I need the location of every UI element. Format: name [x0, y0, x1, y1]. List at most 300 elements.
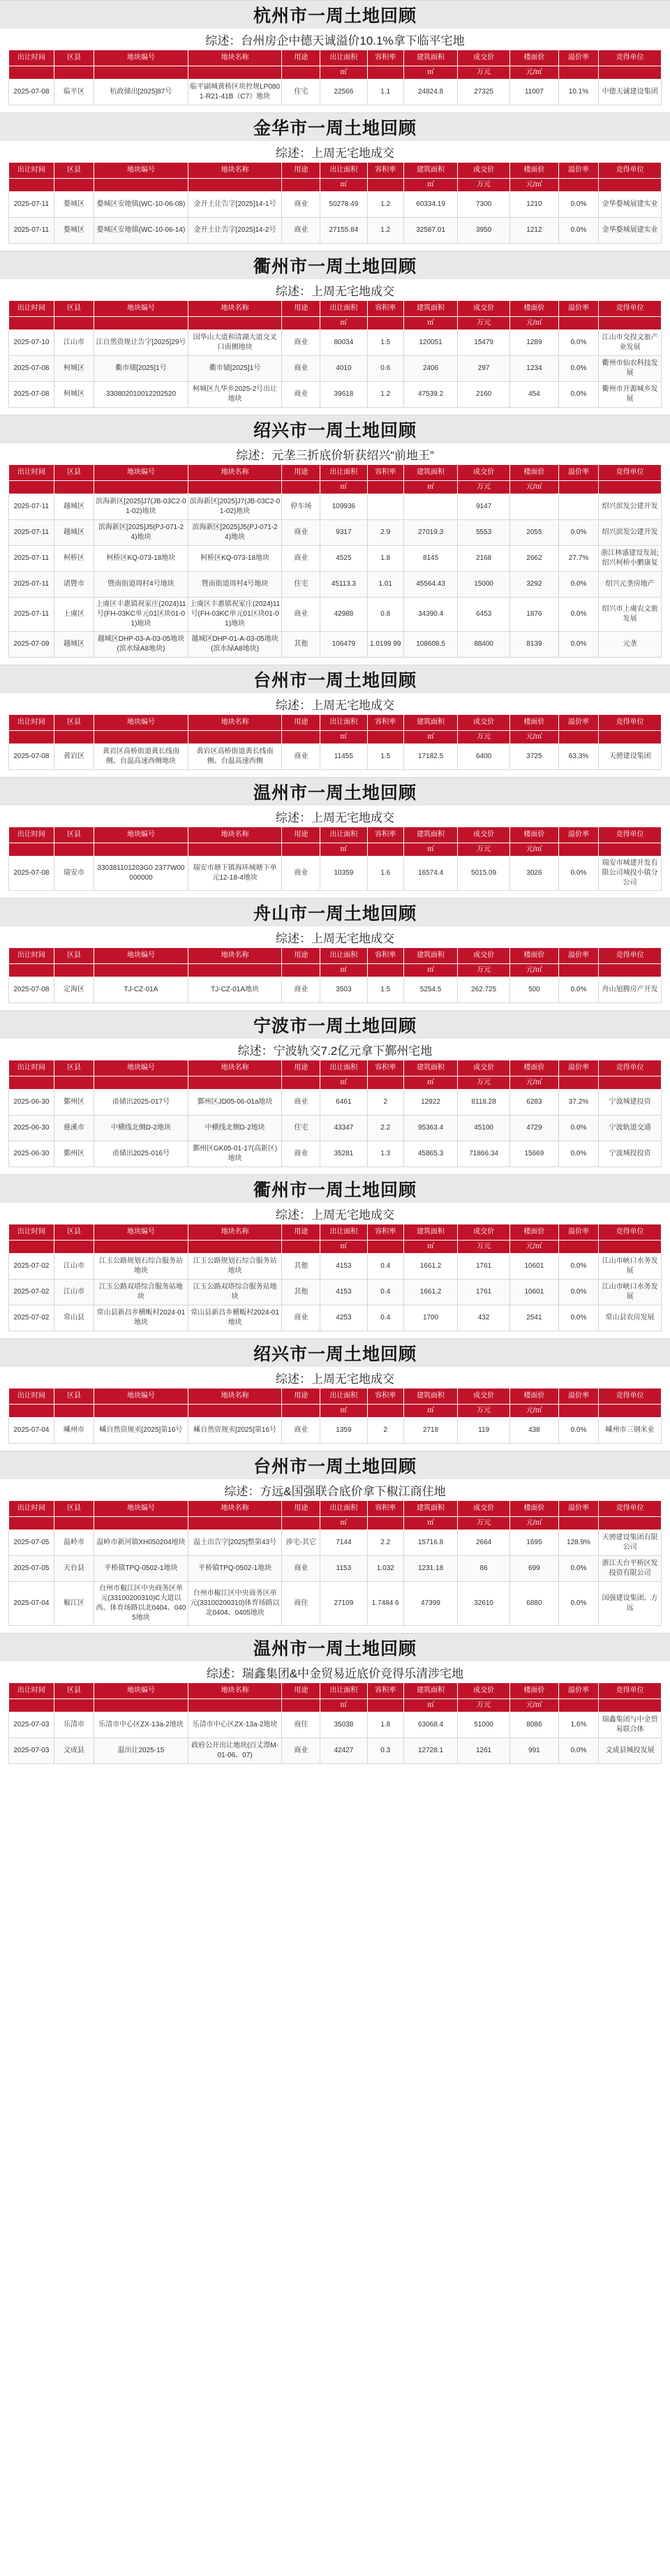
- column-header-code: [94, 1389, 188, 1405]
- cell-date: 2025-07-11: [9, 494, 54, 520]
- table-header: [9, 948, 662, 977]
- cell-district: 文成县: [54, 1738, 94, 1764]
- cell-date: 2025-07-11: [9, 598, 54, 632]
- cell-code: 嵊自然资规卖[2025]第16号: [94, 1418, 188, 1444]
- column-header-area: [320, 1501, 367, 1517]
- column-header-label: 地块编号: [126, 166, 155, 174]
- column-header-floor_area: [403, 163, 457, 179]
- cell-district: 越城区: [54, 632, 94, 658]
- cell-use: 住宅: [282, 1116, 320, 1141]
- column-header-label: 溢价率: [567, 1064, 589, 1072]
- column-header-label: 区县: [66, 1687, 81, 1694]
- unit-cell-winner: [599, 1241, 662, 1254]
- section-summary: 综述：上周无宅地成交: [276, 810, 394, 824]
- column-header-label: 地块编号: [126, 952, 155, 959]
- unit-label: 万元: [477, 1407, 491, 1414]
- unit-cell-winner: [599, 1076, 662, 1090]
- unit-cell-winner: [599, 964, 662, 977]
- cell-district: 江山市: [54, 330, 94, 356]
- unit-cell-floor_price: [510, 1076, 559, 1090]
- unit-label: 元/㎡: [526, 1701, 542, 1709]
- unit-cell-floor_price: [510, 964, 559, 977]
- cell-deal_price: 15479: [458, 330, 510, 356]
- column-header-deal_price: [458, 715, 510, 731]
- cell-far: 1.7484 6: [367, 1582, 403, 1626]
- column-header-label: 容积率: [375, 1228, 396, 1236]
- unit-cell-area: [320, 1241, 367, 1254]
- cell-code: 江玉公路双塔综合服务站地块: [94, 1280, 188, 1305]
- land-deal-table: [8, 162, 662, 244]
- cell-name: 江玉公路规划石综合服务站地块: [188, 1254, 282, 1280]
- column-header-label: 地块编号: [126, 718, 155, 726]
- unit-cell-deal_price: [458, 317, 510, 330]
- cell-name: 政府公开出让地块(百丈漈M-01-06、07): [188, 1738, 282, 1764]
- cell-far: 2.2: [367, 1116, 403, 1141]
- unit-cell-district: [54, 179, 94, 192]
- cell-premium: 0.0%: [558, 598, 598, 632]
- cell-winner: 江山市峡口水务发展: [599, 1280, 662, 1305]
- section-header-band: [0, 1338, 670, 1367]
- column-header-floor_price: [510, 301, 559, 317]
- cell-area: 1153: [320, 1556, 367, 1582]
- cell-use: 商住: [282, 1712, 320, 1738]
- cell-floor_price: 2662: [510, 546, 559, 572]
- table-header: [9, 465, 662, 494]
- cell-deal_price: 2160: [458, 382, 510, 408]
- unit-cell-area: [320, 1405, 367, 1418]
- column-header-label: 竞得单位: [616, 952, 644, 959]
- unit-cell-name: [188, 179, 282, 192]
- unit-cell-area: [320, 66, 367, 80]
- unit-cell-date: [9, 317, 54, 330]
- cell-area: 7144: [320, 1530, 367, 1556]
- column-header-label: 地块名称: [221, 166, 249, 174]
- column-header-label: 出让面积: [329, 1504, 358, 1512]
- table-row: [9, 1141, 662, 1167]
- column-header-district: [54, 1389, 94, 1405]
- unit-label: 元/㎡: [526, 966, 542, 974]
- cell-area: 6461: [320, 1090, 367, 1116]
- column-header-far: [367, 1501, 403, 1517]
- column-header-label: 地块编号: [126, 1687, 155, 1694]
- column-header-area: [320, 1683, 367, 1699]
- column-header-deal_price: [458, 301, 510, 317]
- cell-floor_price: [510, 494, 559, 520]
- section-summary: 综述：方远&国强联合底价拿下椒江商住地: [224, 1484, 446, 1498]
- cell-code: 柯桥区KQ-073-18地块: [94, 546, 188, 572]
- cell-code: 婺城区安地镇(WC-10-06-14): [94, 218, 188, 244]
- column-header-name: [188, 1683, 282, 1699]
- cell-district: 柯桥区: [54, 546, 94, 572]
- unit-label: 元/㎡: [526, 483, 542, 491]
- cell-area: 9317: [320, 520, 367, 546]
- cell-name: 鄞州区JD05-06-01a地块: [188, 1090, 282, 1116]
- column-header-label: 用途: [294, 1064, 308, 1072]
- units-row: [9, 179, 662, 192]
- cell-winner: 天骋建设集团: [599, 744, 662, 770]
- column-header-label: 溢价率: [567, 831, 589, 838]
- column-header-label: 区县: [66, 718, 81, 726]
- table-row: [9, 1254, 662, 1280]
- cell-floor_price: 15669: [510, 1141, 559, 1167]
- cell-use: 商业: [282, 744, 320, 770]
- column-header-code: [94, 1501, 188, 1517]
- cell-deal_price: 86: [458, 1556, 510, 1582]
- column-header-label: 楼面价: [523, 718, 545, 726]
- unit-cell-date: [9, 843, 54, 857]
- cell-winner: 江山市峡口水务发展: [599, 1254, 662, 1280]
- unit-cell-district: [54, 1405, 94, 1418]
- unit-label: ㎡: [340, 1243, 348, 1250]
- cell-winner: 金华婺城展建实业: [599, 218, 662, 244]
- cell-floor_area: 12922: [403, 1090, 457, 1116]
- section-title: 绍兴市一周土地回顾: [253, 1345, 417, 1364]
- unit-label: ㎡: [340, 319, 348, 327]
- cell-winner: 江山市交投文旅产业发展: [599, 330, 662, 356]
- cell-name: 柯桥区KQ-073-18地块: [188, 546, 282, 572]
- unit-label: 元/㎡: [526, 319, 542, 327]
- unit-cell-floor_area: [403, 843, 457, 857]
- cell-deal_price: 262.725: [458, 977, 510, 1003]
- cell-winner: 文成县城投发展: [599, 1738, 662, 1764]
- cell-name: 柯城区九华乡2025-2号出让地块: [188, 382, 282, 408]
- column-header-label: 楼面价: [523, 1064, 545, 1072]
- column-header-floor_area: [403, 1501, 457, 1517]
- column-header-area: [320, 827, 367, 843]
- cell-far: 0.6: [367, 356, 403, 382]
- cell-floor_price: 500: [510, 977, 559, 1003]
- cell-deal_price: 2664: [458, 1530, 510, 1556]
- unit-cell-deal_price: [458, 731, 510, 744]
- land-deal-table: [8, 1500, 662, 1626]
- column-header-label: 出让时间: [17, 952, 45, 959]
- column-header-district: [54, 1683, 94, 1699]
- cell-winner: 浙江林盛建设发展;绍兴柯桥小鹏康复: [599, 546, 662, 572]
- cell-name: 嵊自然资规卖[2025]第16号: [188, 1418, 282, 1444]
- cell-name: 江玉公路双塔综合服务站地块: [188, 1280, 282, 1305]
- cell-deal_price: 9147: [458, 494, 510, 520]
- unit-cell-winner: [599, 843, 662, 857]
- table-row: [9, 356, 662, 382]
- column-header-label: 出让面积: [329, 1064, 358, 1072]
- column-header-use: [282, 1389, 320, 1405]
- column-header-label: 出让时间: [17, 468, 45, 476]
- table-row: [9, 1582, 662, 1626]
- unit-label: 元/㎡: [526, 1407, 542, 1414]
- cell-code: TJ-CZ-01A: [94, 977, 188, 1003]
- column-header-winner: [599, 163, 662, 179]
- units-row: [9, 481, 662, 494]
- column-header-use: [282, 1501, 320, 1517]
- cell-district: 婺城区: [54, 192, 94, 218]
- column-header-district: [54, 1060, 94, 1076]
- column-header-floor_area: [403, 301, 457, 317]
- cell-date: 2025-07-02: [9, 1280, 54, 1305]
- cell-use: 其他: [282, 1280, 320, 1305]
- table-header: [9, 1389, 662, 1418]
- unit-cell-winner: [599, 66, 662, 80]
- cell-use: 商业: [282, 1141, 320, 1167]
- cell-district: 柯城区: [54, 356, 94, 382]
- cell-use: 商业: [282, 546, 320, 572]
- unit-cell-winner: [599, 317, 662, 330]
- unit-cell-premium: [558, 1405, 598, 1418]
- table-body: [9, 744, 662, 770]
- unit-label: 万元: [477, 483, 491, 491]
- unit-label: 万元: [477, 319, 491, 327]
- cell-date: 2025-07-08: [9, 80, 54, 105]
- table-row: [9, 1418, 662, 1444]
- column-header-name: [188, 715, 282, 731]
- unit-cell-district: [54, 66, 94, 80]
- cell-floor_area: 1661.2: [403, 1254, 457, 1280]
- unit-cell-floor_area: [403, 1241, 457, 1254]
- cell-district: 江山市: [54, 1254, 94, 1280]
- unit-cell-floor_price: [510, 481, 559, 494]
- table-header: [9, 1501, 662, 1530]
- cell-far: 1.6: [367, 857, 403, 891]
- cell-winner: 国强建设集团、方远: [599, 1582, 662, 1626]
- cell-district: 鄞州区: [54, 1141, 94, 1167]
- column-header-label: 竞得单位: [616, 831, 644, 838]
- cell-area: 80034: [320, 330, 367, 356]
- unit-cell-district: [54, 1699, 94, 1712]
- column-header-code: [94, 163, 188, 179]
- cell-winner: 天骋建设集团有限公司: [599, 1530, 662, 1556]
- column-header-label: 楼面价: [523, 952, 545, 959]
- column-header-use: [282, 1224, 320, 1241]
- table-body: [9, 1712, 662, 1764]
- cell-floor_price: 4729: [510, 1116, 559, 1141]
- column-header-label: 用途: [294, 831, 308, 838]
- cell-floor_price: 699: [510, 1556, 559, 1582]
- column-header-label: 出让时间: [17, 166, 45, 174]
- section-title: 衢州市一周土地回顾: [253, 1180, 417, 1200]
- unit-cell-name: [188, 481, 282, 494]
- cell-floor_area: 12728.1: [403, 1738, 457, 1764]
- table-row: [9, 80, 662, 105]
- column-header-use: [282, 465, 320, 481]
- column-header-label: 用途: [294, 54, 308, 61]
- cell-district: 常山县: [54, 1305, 94, 1331]
- cell-premium: 0.0%: [558, 1305, 598, 1331]
- column-header-far: [367, 1060, 403, 1076]
- unit-cell-district: [54, 481, 94, 494]
- cell-date: 2025-06-30: [9, 1141, 54, 1167]
- column-header-label: 建筑面积: [417, 54, 445, 61]
- cell-deal_price: 297: [458, 356, 510, 382]
- units-row: [9, 66, 662, 80]
- cell-date: 2025-07-05: [9, 1530, 54, 1556]
- unit-cell-floor_price: [510, 843, 559, 857]
- cell-floor_price: 1210: [510, 192, 559, 218]
- unit-cell-deal_price: [458, 481, 510, 494]
- cell-area: 4010: [320, 356, 367, 382]
- table-row: [9, 632, 662, 658]
- cell-far: 2.9: [367, 520, 403, 546]
- column-header-far: [367, 1683, 403, 1699]
- section-summary: 综述：上周无宅地成交: [276, 1372, 394, 1386]
- cell-district: 温岭市: [54, 1530, 94, 1556]
- units-row: [9, 843, 662, 857]
- cell-deal_price: 15000: [458, 572, 510, 598]
- unit-label: ㎡: [427, 966, 435, 974]
- unit-cell-name: [188, 1699, 282, 1712]
- section-title: 台州市一周土地回顾: [253, 1457, 417, 1476]
- cell-far: 0.4: [367, 1305, 403, 1331]
- cell-floor_price: 6880: [510, 1582, 559, 1626]
- region-section: [0, 251, 670, 408]
- unit-cell-area: [320, 1699, 367, 1712]
- unit-cell-floor_area: [403, 1517, 457, 1530]
- unit-cell-floor_area: [403, 1405, 457, 1418]
- unit-cell-area: [320, 1517, 367, 1530]
- unit-cell-deal_price: [458, 843, 510, 857]
- units-row: [9, 1076, 662, 1090]
- cell-code: 衢市储[2025]1号: [94, 356, 188, 382]
- unit-label: 元/㎡: [526, 733, 542, 741]
- cell-area: 50278.49: [320, 192, 367, 218]
- header-row: [9, 1683, 662, 1699]
- column-header-floor_area: [403, 1224, 457, 1241]
- unit-cell-use: [282, 964, 320, 977]
- cell-floor_price: 991: [510, 1738, 559, 1764]
- cell-far: 1.01: [367, 572, 403, 598]
- column-header-floor_area: [403, 50, 457, 66]
- column-header-label: 出让面积: [329, 304, 358, 312]
- cell-deal_price: 32610: [458, 1582, 510, 1626]
- column-header-label: 建筑面积: [417, 468, 445, 476]
- cell-name: 鄞州区GK05-01-17(高新区)地块: [188, 1141, 282, 1167]
- cell-district: 黄岩区: [54, 744, 94, 770]
- cell-premium: 0.0%: [558, 1556, 598, 1582]
- column-header-label: 成交价: [473, 54, 495, 61]
- units-row: [9, 1405, 662, 1418]
- column-header-area: [320, 301, 367, 317]
- column-header-district: [54, 465, 94, 481]
- cell-premium: [558, 494, 598, 520]
- column-header-far: [367, 1224, 403, 1241]
- region-section: [0, 415, 670, 658]
- unit-cell-use: [282, 179, 320, 192]
- cell-winner: 绍兴市上虞农文旅发展: [599, 598, 662, 632]
- cell-premium: 0.0%: [558, 192, 598, 218]
- unit-cell-far: [367, 317, 403, 330]
- cell-date: 2025-07-05: [9, 1556, 54, 1582]
- column-header-label: 出让面积: [329, 468, 358, 476]
- cell-winner: 衢州市仙农科技发展: [599, 356, 662, 382]
- cell-far: 1.2: [367, 382, 403, 408]
- cell-floor_area: 8145: [403, 546, 457, 572]
- cell-date: 2025-07-03: [9, 1712, 54, 1738]
- column-header-date: [9, 1683, 54, 1699]
- unit-cell-code: [94, 1405, 188, 1418]
- column-header-district: [54, 50, 94, 66]
- column-header-winner: [599, 465, 662, 481]
- table-header: [9, 301, 662, 330]
- unit-cell-use: [282, 731, 320, 744]
- table-body: [9, 857, 662, 891]
- cell-name: 滨海新区[2025]J5(PJ-071-24)地块: [188, 520, 282, 546]
- column-header-label: 成交价: [473, 1228, 495, 1236]
- cell-deal_price: 119: [458, 1418, 510, 1444]
- cell-code: 滨海新区[2025]J5(PJ-071-24)地块: [94, 520, 188, 546]
- column-header-far: [367, 465, 403, 481]
- column-header-label: 溢价率: [567, 718, 589, 726]
- cell-floor_area: 15716.8: [403, 1530, 457, 1556]
- cell-deal_price: 1261: [458, 1738, 510, 1764]
- column-header-premium: [558, 1389, 598, 1405]
- unit-cell-date: [9, 1699, 54, 1712]
- cell-floor_area: 5254.5: [403, 977, 457, 1003]
- section-summary: 综述：上周无宅地成交: [276, 931, 394, 945]
- section-header-band: [0, 777, 670, 806]
- column-header-label: 用途: [294, 1687, 308, 1694]
- unit-cell-code: [94, 1517, 188, 1530]
- cell-district: 上虞区: [54, 598, 94, 632]
- cell-code: 甬储出2025-016号: [94, 1141, 188, 1167]
- unit-cell-premium: [558, 1076, 598, 1090]
- header-row: [9, 948, 662, 964]
- table-row: [9, 520, 662, 546]
- column-header-label: 容积率: [375, 304, 396, 312]
- units-row: [9, 1699, 662, 1712]
- column-header-deal_price: [458, 50, 510, 66]
- column-header-floor_area: [403, 1683, 457, 1699]
- column-header-label: 建筑面积: [417, 952, 445, 959]
- cell-name: 衢市储[2025]1号: [188, 356, 282, 382]
- cell-code: 江自然资规让告字[2025]29号: [94, 330, 188, 356]
- column-header-label: 地块编号: [126, 1504, 155, 1512]
- unit-cell-premium: [558, 317, 598, 330]
- column-header-premium: [558, 163, 598, 179]
- cell-deal_price: 7300: [458, 192, 510, 218]
- cell-code: 温出让2025-15: [94, 1738, 188, 1764]
- column-header-label: 出让时间: [17, 54, 45, 61]
- unit-label: ㎡: [427, 845, 435, 853]
- column-header-premium: [558, 50, 598, 66]
- unit-cell-deal_price: [458, 1517, 510, 1530]
- cell-use: 商业: [282, 330, 320, 356]
- column-header-premium: [558, 301, 598, 317]
- cell-premium: 0.0%: [558, 1418, 598, 1444]
- cell-far: 0.8: [367, 598, 403, 632]
- column-header-label: 竞得单位: [616, 1392, 644, 1400]
- column-header-label: 地块编号: [126, 1392, 155, 1400]
- column-header-code: [94, 715, 188, 731]
- cell-floor_area: 16574.4: [403, 857, 457, 891]
- unit-cell-deal_price: [458, 1699, 510, 1712]
- unit-label: 万元: [477, 1079, 491, 1086]
- column-header-use: [282, 1683, 320, 1699]
- cell-name: 金开土让告字[2025]14-2号: [188, 218, 282, 244]
- unit-cell-far: [367, 66, 403, 80]
- unit-cell-premium: [558, 66, 598, 80]
- unit-label: ㎡: [340, 1519, 348, 1527]
- unit-cell-code: [94, 179, 188, 192]
- unit-cell-winner: [599, 1699, 662, 1712]
- cell-date: 2025-06-30: [9, 1090, 54, 1116]
- cell-winner: 宁波城投投资: [599, 1141, 662, 1167]
- unit-cell-name: [188, 843, 282, 857]
- cell-code: 330802010012202520: [94, 382, 188, 408]
- table-body: [9, 330, 662, 408]
- column-header-label: 地块名称: [221, 718, 249, 726]
- unit-cell-date: [9, 66, 54, 80]
- unit-cell-floor_area: [403, 1076, 457, 1090]
- cell-deal_price: 6453: [458, 598, 510, 632]
- cell-floor_price: 11007: [510, 80, 559, 105]
